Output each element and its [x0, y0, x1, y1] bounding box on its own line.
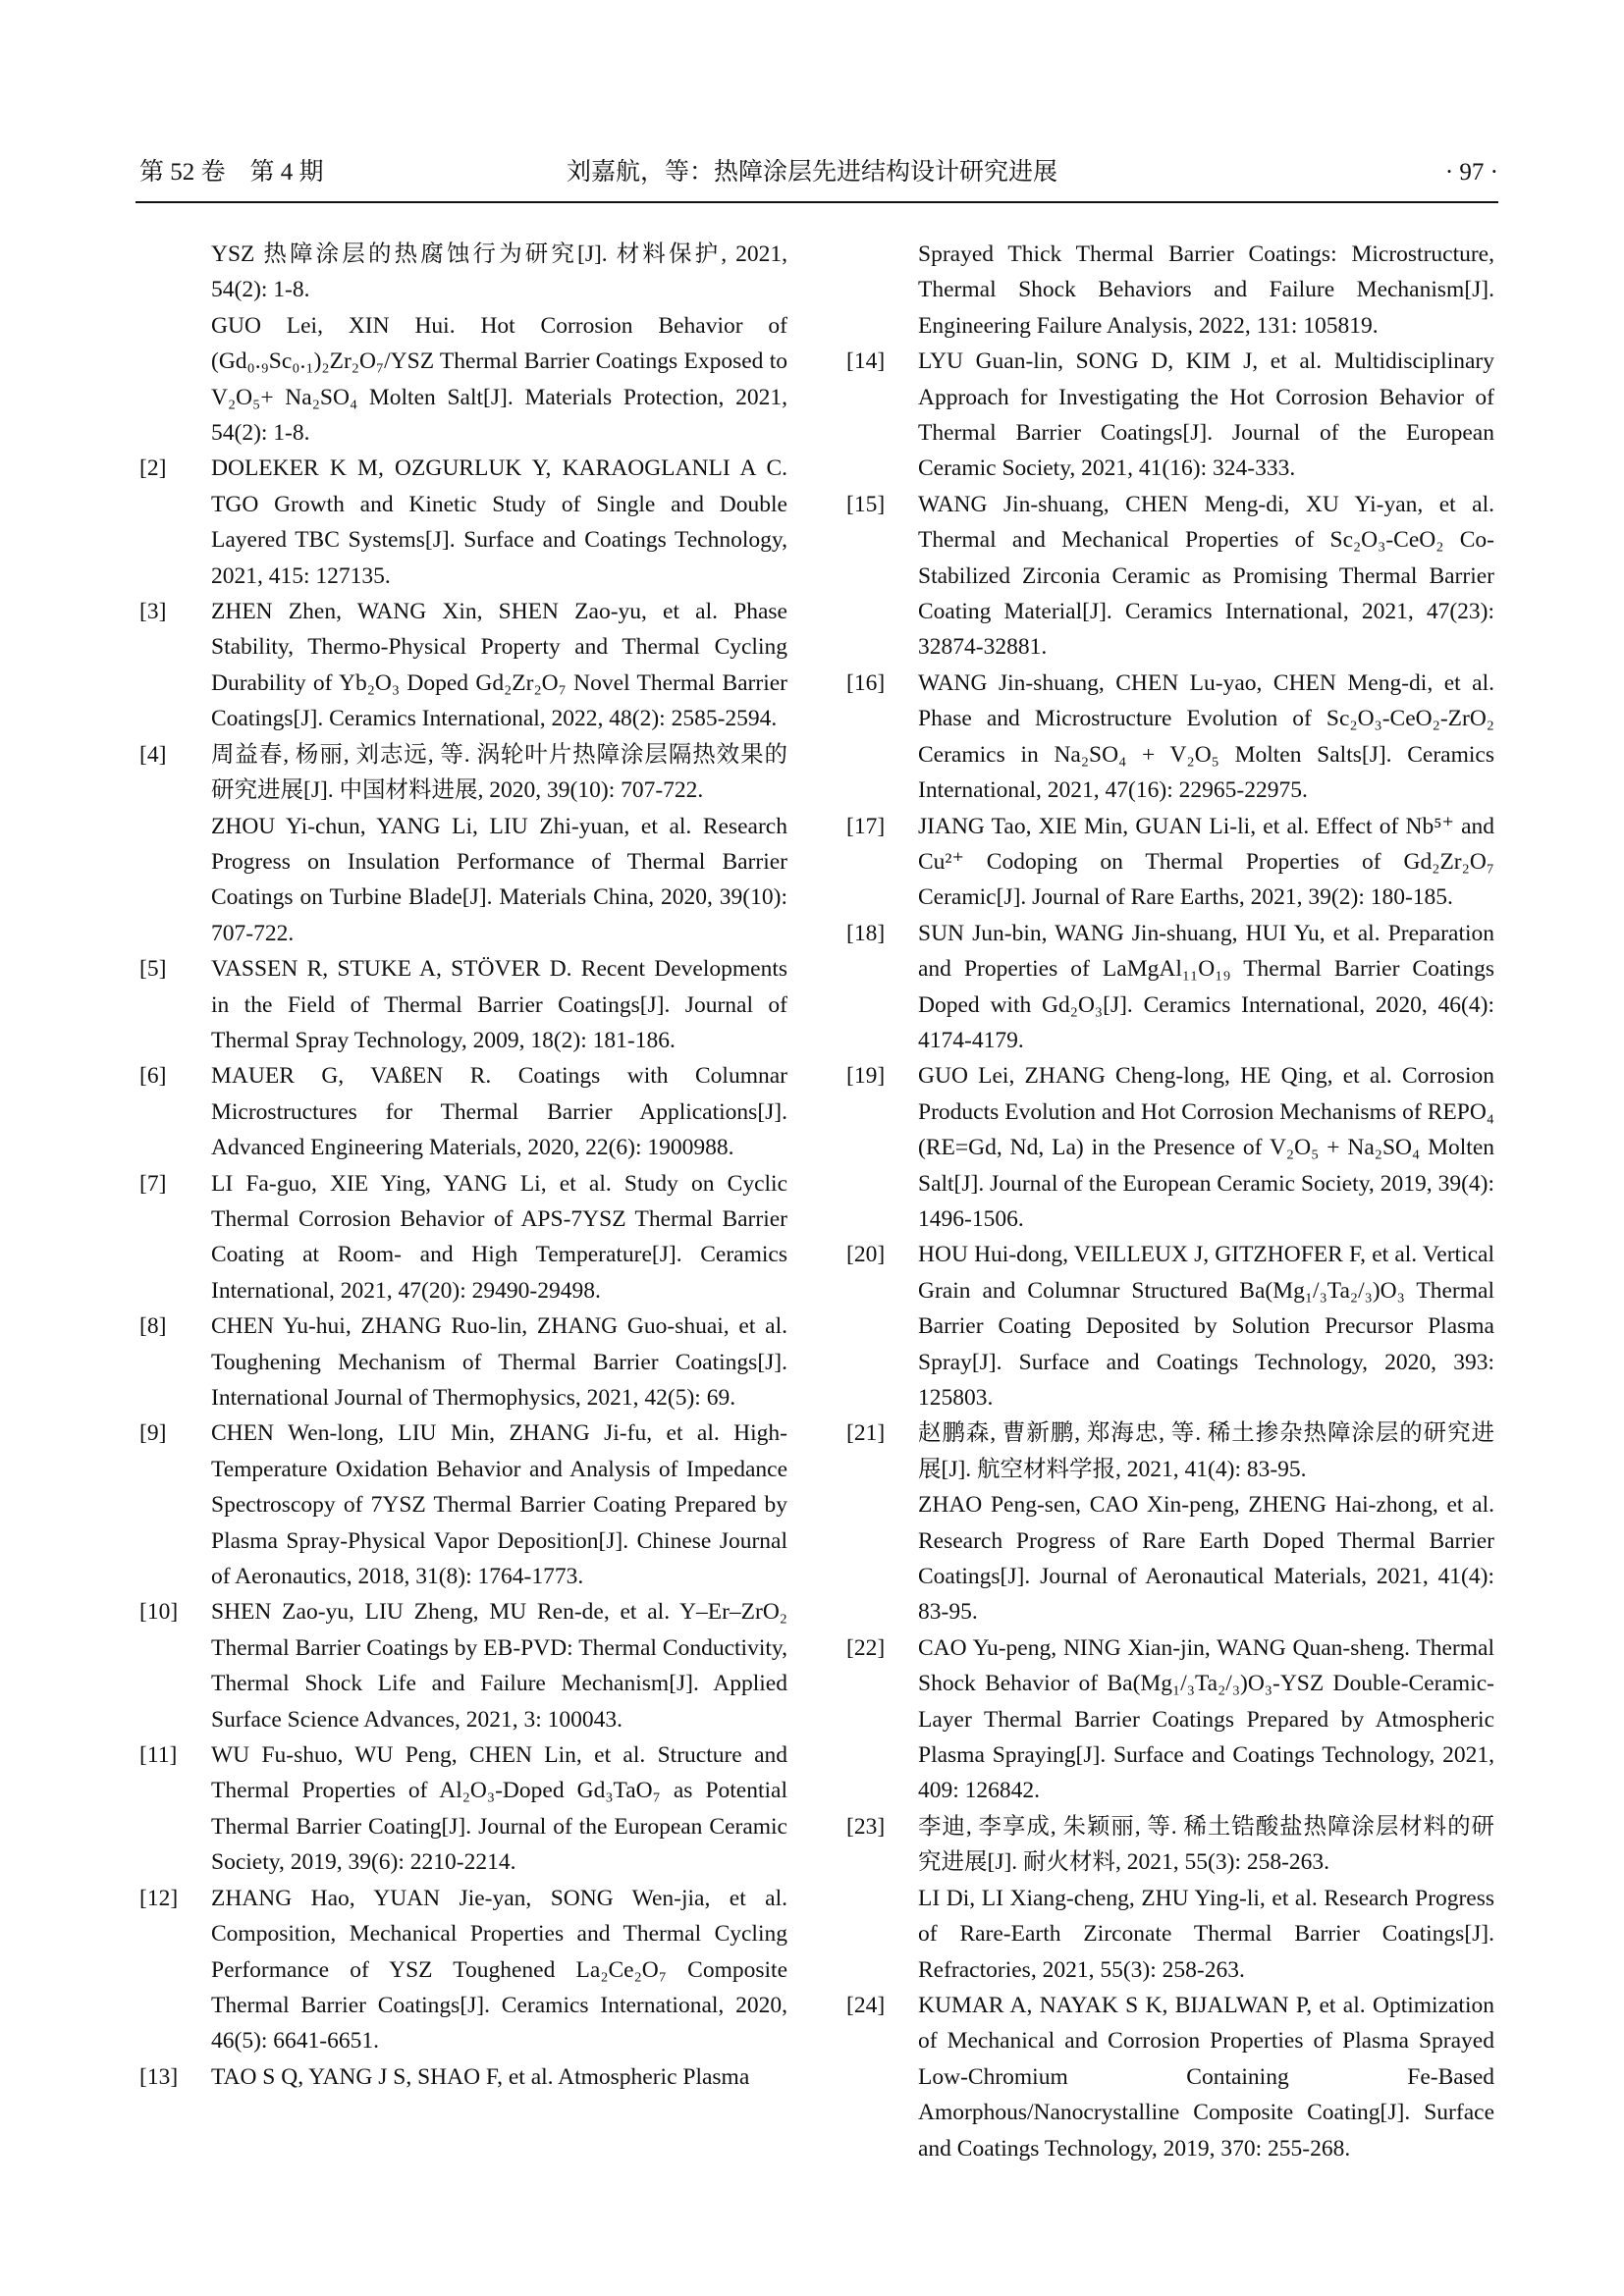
reference-text: DOLEKER K M, OZGURLUK Y, KARAOGLANLI A C. TGO Growth and Kinetic Study of Single and Double Layered TBC Systems[J]. Surface and Coatings Technology, 2021, 415: 127135.: [211, 455, 787, 589]
reference-entry: [139, 1166, 787, 1309]
references-left-column: [139, 237, 787, 2095]
reference-text: GUO Lei, ZHANG Cheng-long, HE Qing, et al. Corrosion Products Evolution and Hot Corrosion Mechanisms of REPO₄ (RE=Gd, Nd, La) in the Presence of V₂O₅ + Na₂SO₄ Molten Salt[J]. Journal of the European Ceramic Society, 2019, 39(4): 1496-1506.: [918, 1063, 1494, 1232]
reference-entry: [139, 1058, 787, 1165]
reference-text: CHEN Wen-long, LIU Min, ZHANG Ji-fu, et al. High-Temperature Oxidation Behavior and Analysis of Impedance Spectroscopy of 7YSZ Thermal Barrier Coating Prepared by Plasma Spray-Physical Vapor Deposition[J]. Chinese Journal of Aeronautics, 2018, 31(8): 1764-1773.: [211, 1420, 787, 1590]
reference-entry: [846, 344, 1494, 487]
reference-text: WU Fu-shuo, WU Peng, CHEN Lin, et al. Structure and Thermal Properties of Al₂O₃-Doped Gd₃TaO₇ as Potential Thermal Barrier Coating[J]. Journal of the European Ceramic Society, 2019, 39(6): 2210-2214.: [211, 1742, 787, 1876]
reference-number: [11]: [139, 1742, 178, 1769]
reference-number: [4]: [139, 741, 167, 768]
reference-text: 周益春, 杨丽, 刘志远, 等. 涡轮叶片热障涂层隔热效果的研究进展[J]. 中国材料进展, 2020, 39(10): 707-722.: [211, 741, 787, 804]
reference-entry: [846, 237, 1494, 344]
reference-entry: [139, 451, 787, 594]
reference-entry: [139, 1594, 787, 1737]
reference-entry: [846, 809, 1494, 916]
reference-entry: [139, 1415, 787, 1594]
reference-entry: [139, 237, 787, 308]
reference-entry: [139, 809, 787, 952]
reference-entry: [139, 951, 787, 1058]
reference-number: [8]: [139, 1313, 167, 1340]
reference-number: [20]: [846, 1242, 886, 1268]
reference-number: [13]: [139, 2063, 179, 2090]
reference-text: ZHAO Peng-sen, CAO Xin-peng, ZHENG Hai-zhong, et al. Research Progress of Rare Earth Doped Thermal Barrier Coatings[J]. Journal of Aeronautical Materials, 2021, 41(4): 83-95.: [918, 1492, 1494, 1626]
reference-entry: [846, 1988, 1494, 2166]
reference-entry: [846, 1487, 1494, 1630]
reference-entry: [846, 1881, 1494, 1988]
reference-text: CAO Yu-peng, NING Xian-jin, WANG Quan-sheng. Thermal Shock Behavior of Ba(Mg₁/₃Ta₂/₃)O₃-YSZ Double-Ceramic-Layer Thermal Barrier Coatings Prepared by Atmospheric Plasma Spraying[J]. Surface and Coatings Technology, 2021, 409: 126842.: [918, 1634, 1494, 1804]
reference-entry: [846, 1630, 1494, 1809]
reference-number: [17]: [846, 813, 886, 839]
page-number: · 97 ·: [1444, 159, 1498, 186]
reference-text: 赵鹏森, 曹新鹏, 郑海忠, 等. 稀土掺杂热障涂层的研究进展[J]. 航空材料学报, 2021, 41(4): 83-95.: [918, 1420, 1494, 1482]
reference-number: [22]: [846, 1634, 886, 1661]
running-title: 刘嘉航，等：热障涂层先进结构设计研究进展: [566, 159, 1057, 186]
reference-number: [7]: [139, 1170, 167, 1197]
volume-issue: 第 52 卷 第 4 期: [139, 159, 324, 186]
reference-entry: [139, 1308, 787, 1415]
reference-entry: [846, 666, 1494, 809]
reference-text: MAUER G, VAßEN R. Coatings with Columnar Microstructures for Thermal Barrier Applications[J]. Advanced Engineering Materials, 2020, 22(6): 1900988.: [211, 1063, 787, 1161]
reference-number: [2]: [139, 455, 167, 482]
reference-text: YSZ 热障涂层的热腐蚀行为研究[J]. 材料保护, 2021, 54(2): 1-8.: [211, 241, 787, 303]
reference-text: WANG Jin-shuang, CHEN Meng-di, XU Yi-yan, et al. Thermal and Mechanical Properties of Sc₂O₃-CeO₂ Co-Stabilized Zirconia Ceramic as Promising Thermal Barrier Coating Material[J]. Ceramics International, 2021, 47(23): 32874-32881.: [918, 491, 1494, 661]
reference-number: [19]: [846, 1063, 886, 1090]
reference-text: SUN Jun-bin, WANG Jin-shuang, HUI Yu, et al. Preparation and Properties of LaMgAl₁₁O₁₉ Thermal Barrier Coatings Doped with Gd₂O₃[J]. Ceramics International, 2020, 46(4): 4174-4179.: [918, 920, 1494, 1053]
reference-entry: [846, 1809, 1494, 1881]
reference-number: [15]: [846, 491, 886, 517]
reference-text: LI Di, LI Xiang-cheng, ZHU Ying-li, et al. Research Progress of Rare-Earth Zirconate Thermal Barrier Coatings[J]. Refractories, 2021, 55(3): 258-263.: [918, 1885, 1494, 1983]
reference-number: [16]: [846, 669, 886, 696]
reference-text: KUMAR A, NAYAK S K, BIJALWAN P, et al. Optimization of Mechanical and Corrosion Properties of Plasma Sprayed Low-Chromium Containing Fe-Based Amorphous/Nanocrystalline Composite Coating[J]. Surface and Coatings Technology, 2019, 370: 255-268.: [918, 1992, 1494, 2162]
reference-entry: [846, 916, 1494, 1059]
reference-text: Sprayed Thick Thermal Barrier Coatings: Microstructure, Thermal Shock Behaviors and Failure Mechanism[J]. Engineering Failure Analysis, 2022, 131: 105819.: [918, 241, 1494, 339]
reference-number: [5]: [139, 956, 167, 983]
reference-number: [6]: [139, 1063, 167, 1090]
reference-entry: [846, 487, 1494, 666]
reference-number: [21]: [846, 1420, 886, 1447]
reference-text: JIANG Tao, XIE Min, GUAN Li-li, et al. Effect of Nb⁵⁺ and Cu²⁺ Codoping on Thermal Properties of Gd₂Zr₂O₇ Ceramic[J]. Journal of Rare Earths, 2021, 39(2): 180-185.: [918, 813, 1494, 911]
reference-entry: [139, 2059, 787, 2095]
reference-number: [10]: [139, 1599, 179, 1626]
reference-text: SHEN Zao-yu, LIU Zheng, MU Ren-de, et al. Y–Er–ZrO₂ Thermal Barrier Coatings by EB-PVD: Thermal Conductivity, Thermal Shock Life and Failure Mechanism[J]. Applied Surface Science Advances, 2021, 3: 100043.: [211, 1599, 787, 1733]
reference-text: VASSEN R, STUKE A, STÖVER D. Recent Developments in the Field of Thermal Barrier Coatings[J]. Journal of Thermal Spray Technology, 2009, 18(2): 181-186.: [211, 956, 787, 1053]
reference-entry: [139, 1881, 787, 2059]
reference-entry: [139, 594, 787, 737]
reference-text: CHEN Yu-hui, ZHANG Ruo-lin, ZHANG Guo-shuai, et al. Toughening Mechanism of Thermal Barrier Coatings[J]. International Journal of Thermophysics, 2021, 42(5): 69.: [211, 1313, 787, 1411]
reference-text: LI Fa-guo, XIE Ying, YANG Li, et al. Study on Cyclic Thermal Corrosion Behavior of APS-7YSZ Thermal Barrier Coating at Room- and High Temperature[J]. Ceramics International, 2021, 47(20): 29490-29498.: [211, 1170, 787, 1304]
reference-text: 李迪, 李享成, 朱颖丽, 等. 稀土锆酸盐热障涂层材料的研究进展[J]. 耐火材料, 2021, 55(3): 258-263.: [918, 1813, 1494, 1876]
reference-entry: [139, 737, 787, 809]
reference-number: [9]: [139, 1420, 167, 1447]
reference-number: [24]: [846, 1992, 886, 2018]
reference-entry: [846, 1237, 1494, 1415]
reference-text: WANG Jin-shuang, CHEN Lu-yao, CHEN Meng-di, et al. Phase and Microstructure Evolution of Sc₂O₃-CeO₂-ZrO₂ Ceramics in Na₂SO₄ + V₂O₅ Molten Salts[J]. Ceramics International, 2021, 47(16): 22965-22975.: [918, 669, 1494, 804]
reference-number: [3]: [139, 599, 167, 625]
reference-text: ZHEN Zhen, WANG Xin, SHEN Zao-yu, et al. Phase Stability, Thermo-Physical Property and Thermal Cycling Durability of Yb₂O₃ Doped Gd₂Zr₂O₇ Novel Thermal Barrier Coatings[J]. Ceramics International, 2022, 48(2): 2585-2594.: [211, 599, 787, 732]
reference-entry: [139, 1737, 787, 1881]
reference-entry: [846, 1058, 1494, 1237]
reference-number: [14]: [846, 348, 886, 375]
references-right-column: [846, 237, 1494, 2166]
reference-number: [23]: [846, 1813, 886, 1840]
reference-entry: [846, 1415, 1494, 1487]
header-rule: [135, 201, 1498, 203]
reference-text: ZHANG Hao, YUAN Jie-yan, SONG Wen-jia, et al. Composition, Mechanical Properties and Thermal Cycling Performance of YSZ Toughened La₂Ce₂O₇ Composite Thermal Barrier Coatings[J]. Ceramics International, 2020, 46(5): 6641-6651.: [211, 1885, 787, 2055]
reference-number: [12]: [139, 1885, 179, 1911]
reference-text: GUO Lei, XIN Hui. Hot Corrosion Behavior of (Gd₀.₉Sc₀.₁)₂Zr₂O₇/YSZ Thermal Barrier Coatings Exposed to V₂O₅+ Na₂SO₄ Molten Salt[J]. Materials Protection, 2021, 54(2): 1-8.: [211, 312, 787, 447]
reference-text: HOU Hui-dong, VEILLEUX J, GITZHOFER F, et al. Vertical Grain and Columnar Structured Ba(Mg₁/₃Ta₂/₃)O₃ Thermal Barrier Coating Deposited by Solution Precursor Plasma Spray[J]. Surface and Coatings Technology, 2020, 393: 125803.: [918, 1242, 1494, 1411]
reference-number: [18]: [846, 920, 886, 946]
reference-text: ZHOU Yi-chun, YANG Li, LIU Zhi-yuan, et al. Research Progress on Insulation Performance of Thermal Barrier Coatings on Turbine Blade[J]. Materials China, 2020, 39(10): 707-722.: [211, 813, 787, 946]
reference-entry: [139, 308, 787, 452]
reference-text: LYU Guan-lin, SONG D, KIM J, et al. Multidisciplinary Approach for Investigating the Hot Corrosion Behavior of Thermal Barrier Coatings[J]. Journal of the European Ceramic Society, 2021, 41(16): 324-333.: [918, 348, 1494, 482]
reference-text: TAO S Q, YANG J S, SHAO F, et al. Atmospheric Plasma: [211, 2063, 750, 2090]
